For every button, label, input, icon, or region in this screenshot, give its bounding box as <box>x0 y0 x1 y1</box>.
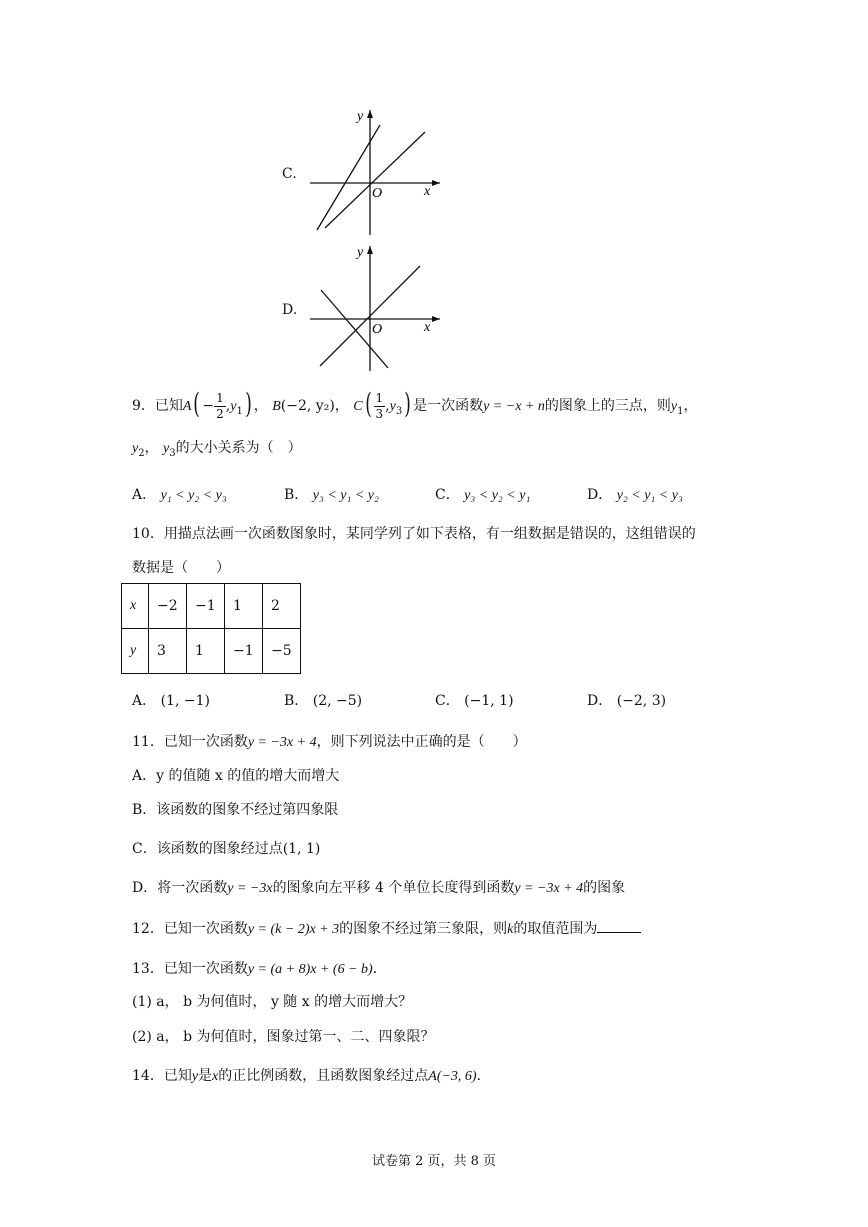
table-cell: 3 <box>149 629 187 674</box>
question-9-line2: $y_2$， $y_3$的大小关系为（ ） <box>132 440 302 459</box>
question-14-stem: 14．已知y是x的正比例函数，且函数图象经过点A(−3, 6)． <box>132 1068 491 1084</box>
question-13-part-1: (1) a， b 为何值时， y 随 x 的增大而增大？ <box>132 994 413 1010</box>
fraction-a: $\frac{1}{2}$ <box>216 390 224 421</box>
y-axis-label: y <box>357 109 364 124</box>
q11-option-a[interactable]: A．y 的值随 x 的值的增大而增大 <box>132 768 340 784</box>
table-cell: −1 <box>225 629 263 674</box>
option-c-label: C. <box>282 166 297 182</box>
question-11-stem: 11．已知一次函数y = −3x + 4，则下列说法中正确的是（ ） <box>132 734 527 750</box>
q9-option-b[interactable]: B． y₃ < y₁ < y₂ <box>284 487 379 503</box>
point-coords: (1, 1) <box>282 841 321 857</box>
line-shallow <box>325 132 425 228</box>
graph-option-c <box>300 100 450 240</box>
table-cell: y <box>122 629 149 674</box>
function-expression: y = −x + n <box>483 399 545 414</box>
q11-option-b[interactable]: B．该函数的图象不经过第四象限 <box>132 802 339 818</box>
question-13-part-2: (2) a， b 为何值时，图象过第一、二、四象限？ <box>132 1029 435 1045</box>
x-axis-label: x <box>424 320 431 335</box>
table-cell: 1 <box>225 584 263 629</box>
q9-option-c[interactable]: C． y₃ < y₂ < y₁ <box>435 487 531 503</box>
page-footer: 试卷第 2 页，共 8 页 <box>371 1154 497 1169</box>
origin-label: O <box>372 186 383 201</box>
q10-option-c[interactable]: C． (−1, 1) <box>435 693 514 709</box>
graph-option-d <box>300 236 450 376</box>
table-cell: −5 <box>263 629 301 674</box>
q10-option-a[interactable]: A． (1, −1) <box>132 693 210 709</box>
table-cell: x <box>122 584 149 629</box>
data-table <box>121 583 301 674</box>
stem-text: 的大小关系为（ ） <box>175 440 302 456</box>
q11-option-c[interactable]: C．该函数的图象经过点(1, 1) <box>132 841 321 857</box>
table-cell: 1 <box>187 629 225 674</box>
x-axis-arrow <box>432 316 440 322</box>
q10-option-d[interactable]: D． (−2, 3) <box>587 693 667 709</box>
option-d-label: D. <box>282 302 298 318</box>
origin-label: O <box>372 322 383 337</box>
point-a: A <box>182 399 192 414</box>
y-axis-arrow <box>367 110 373 118</box>
y-axis-label: y <box>357 245 364 260</box>
y-axis-arrow <box>367 246 373 254</box>
table-cell: −1 <box>187 584 225 629</box>
point-b-coords: (−2, y₂) <box>280 398 335 414</box>
table-row-x <box>122 584 301 629</box>
question-13-stem: 13．已知一次函数y = (a + 8)x + (6 − b)． <box>132 961 387 977</box>
stem-text: 的图象上的三点，则 <box>544 398 671 414</box>
question-12-stem: 12．已知一次函数y = (k − 2)x + 3的图象不经过第三象限，则k的取值范围为 <box>132 918 641 938</box>
function-expression: y = (a + 8)x + (6 − b) <box>247 962 373 977</box>
point-a-coords: A(−3, 6) <box>428 1069 477 1084</box>
point-c: C <box>353 399 363 414</box>
fraction-c: $\frac{1}{3}$ <box>375 390 384 421</box>
function-expression: y = (k − 2)x + 3 <box>247 922 340 937</box>
question-10-stem: 10．用描点法画一次函数图象时，某同学列了如下表格，有一组数据是错误的，这组错误的 <box>132 526 696 542</box>
table-cell: 2 <box>263 584 301 629</box>
question-number: 9． <box>132 398 155 414</box>
x-axis-arrow <box>432 180 440 186</box>
question-10-line2: 数据是（ ） <box>132 560 230 576</box>
q9-option-d[interactable]: D． y₂ < y₁ < y₃ <box>587 487 683 503</box>
stem-text: 是一次函数 <box>413 398 484 414</box>
function-expression: y = −3x + 4 <box>247 735 317 750</box>
q9-option-a[interactable]: A． y₁ < y₂ < y₃ <box>132 487 227 503</box>
point-b: B <box>272 399 281 414</box>
table-cell: −2 <box>149 584 187 629</box>
q10-option-b[interactable]: B． (2, −5) <box>284 693 363 709</box>
question-9-stem: 9．已知A( − $\frac{1}{2}$ $,y_1$) ， B(−2, y₂)， C( $\frac{1}{3}$ $,y_3$) 是一次函数y = −x + n的图象上的三点，则$y_1$， <box>132 387 698 421</box>
table-row-y <box>122 629 301 674</box>
answer-blank[interactable] <box>597 920 641 933</box>
stem-text: 已知 <box>154 398 183 414</box>
q11-option-d[interactable]: D．将一次函数y = −3x的图象向左平移 4 个单位长度得到函数y = −3x + 4的图象 <box>132 880 626 896</box>
x-axis-label: x <box>424 184 431 199</box>
